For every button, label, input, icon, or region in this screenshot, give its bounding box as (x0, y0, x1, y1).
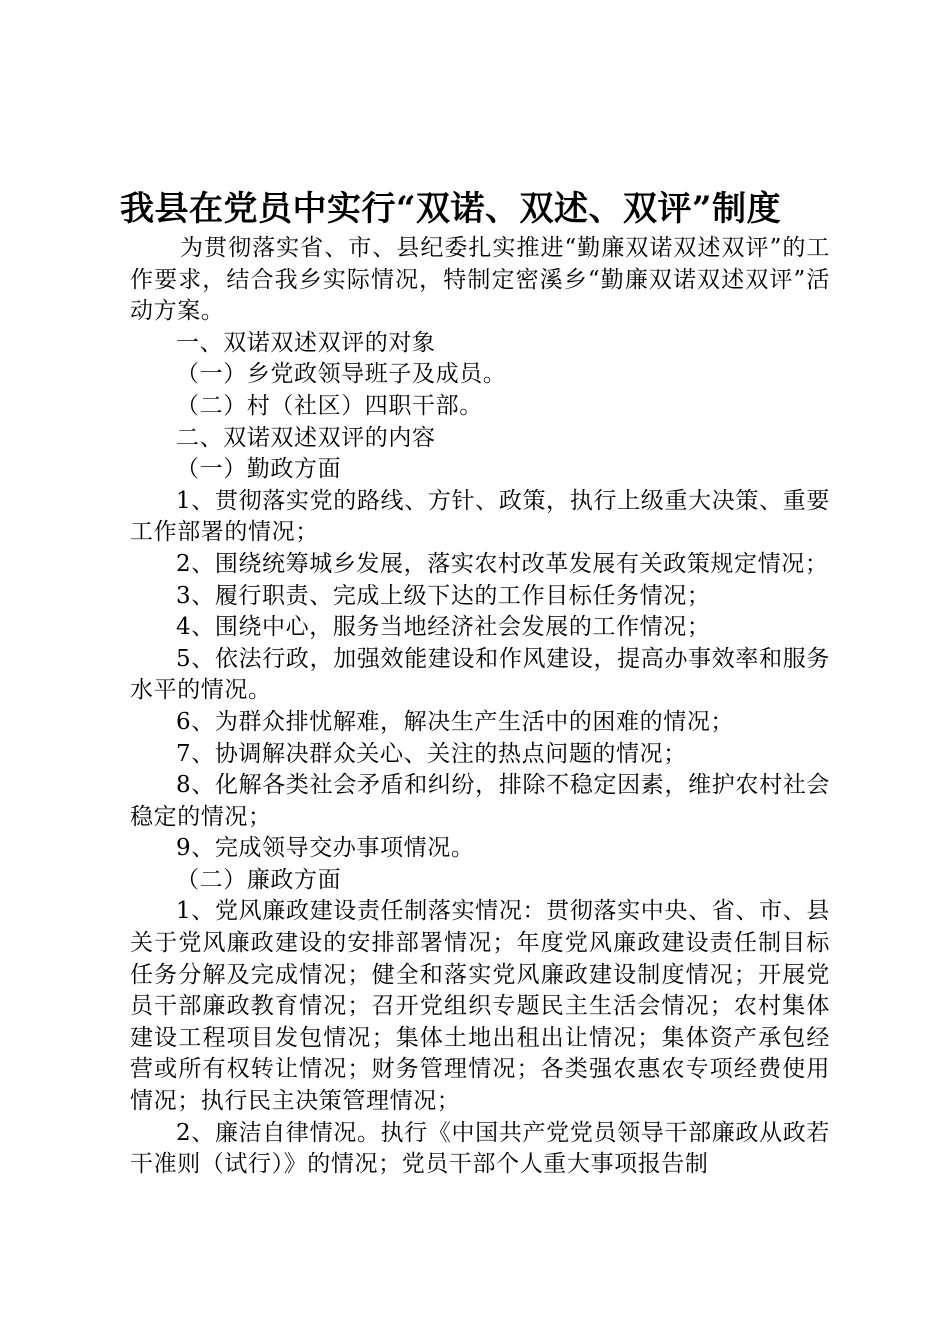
paragraph: 8、化解各类社会矛盾和纠纷，排除不稳定因素，维护农村社会稳定的情况； (130, 772, 830, 830)
paragraph: 为贯彻落实省、市、县纪委扎实推进“勤廉双诺双述双评”的工作要求，结合我乡实际情况，特制定密溪乡“勤廉双诺双述双评”活动方案。 (130, 235, 830, 325)
paragraph: 7、协调解决群众关心、关注的热点问题的情况； (176, 740, 687, 767)
document-body (130, 233, 830, 1181)
paragraph: 9、完成领导交办事项情况。 (176, 835, 475, 862)
paragraph: 二、双诺双述双评的内容 (176, 424, 436, 451)
paragraph: （一）勤政方面 (176, 456, 342, 483)
paragraph: （一）乡党政领导班子及成员。 (176, 361, 507, 388)
paragraph: 5、依法行政，加强效能建设和作风建设，提高办事效率和服务水平的情况。 (130, 645, 830, 704)
paragraph: （二）廉政方面 (176, 866, 342, 893)
paragraph: 1、贯彻落实党的路线、方针、政策，执行上级重大决策、重要工作部署的情况； (130, 487, 830, 546)
paragraph: 2、围绕统筹城乡发展，落实农村改革发展有关政策规定情况； (176, 550, 829, 577)
paragraph: 一、双诺双述双评的对象 (176, 329, 436, 356)
paragraph: 3、履行职责、完成上级下达的工作目标任务情况； (176, 582, 711, 609)
paragraph: 6、为群众排忧解难，解决生产生活中的困难的情况； (176, 708, 735, 735)
paragraph: （二）村（社区）四职干部。 (176, 392, 483, 419)
document-title: 我县在党员中实行“双诺、双述、双评”制度 (120, 189, 782, 229)
paragraph: 2、廉洁自律情况。执行《中国共产党党员领导干部廉政从政若干准则（试行）》的情况；党员干部个人重大事项报告制 (130, 1119, 830, 1178)
paragraph: 1、党风廉政建设责任制落实情况：贯彻落实中央、省、市、县关于党风廉政建设的安排部署情况；年度党风廉政建设责任制目标任务分解及完成情况；健全和落实党风廉政建设制度情况；开展党员干部廉政教育情况；召开党组织专题民主生活会情况；农村集体建设工程项目发包情况；集体土地出租出让情况；集体资产承包经营或所有权转让情况；财务管理情况；各类强农惠农专项经费使用情况；执行民主决策管理情况； (130, 898, 830, 1115)
paragraph: 4、围绕中心，服务当地经济社会发展的工作情况； (176, 614, 711, 641)
